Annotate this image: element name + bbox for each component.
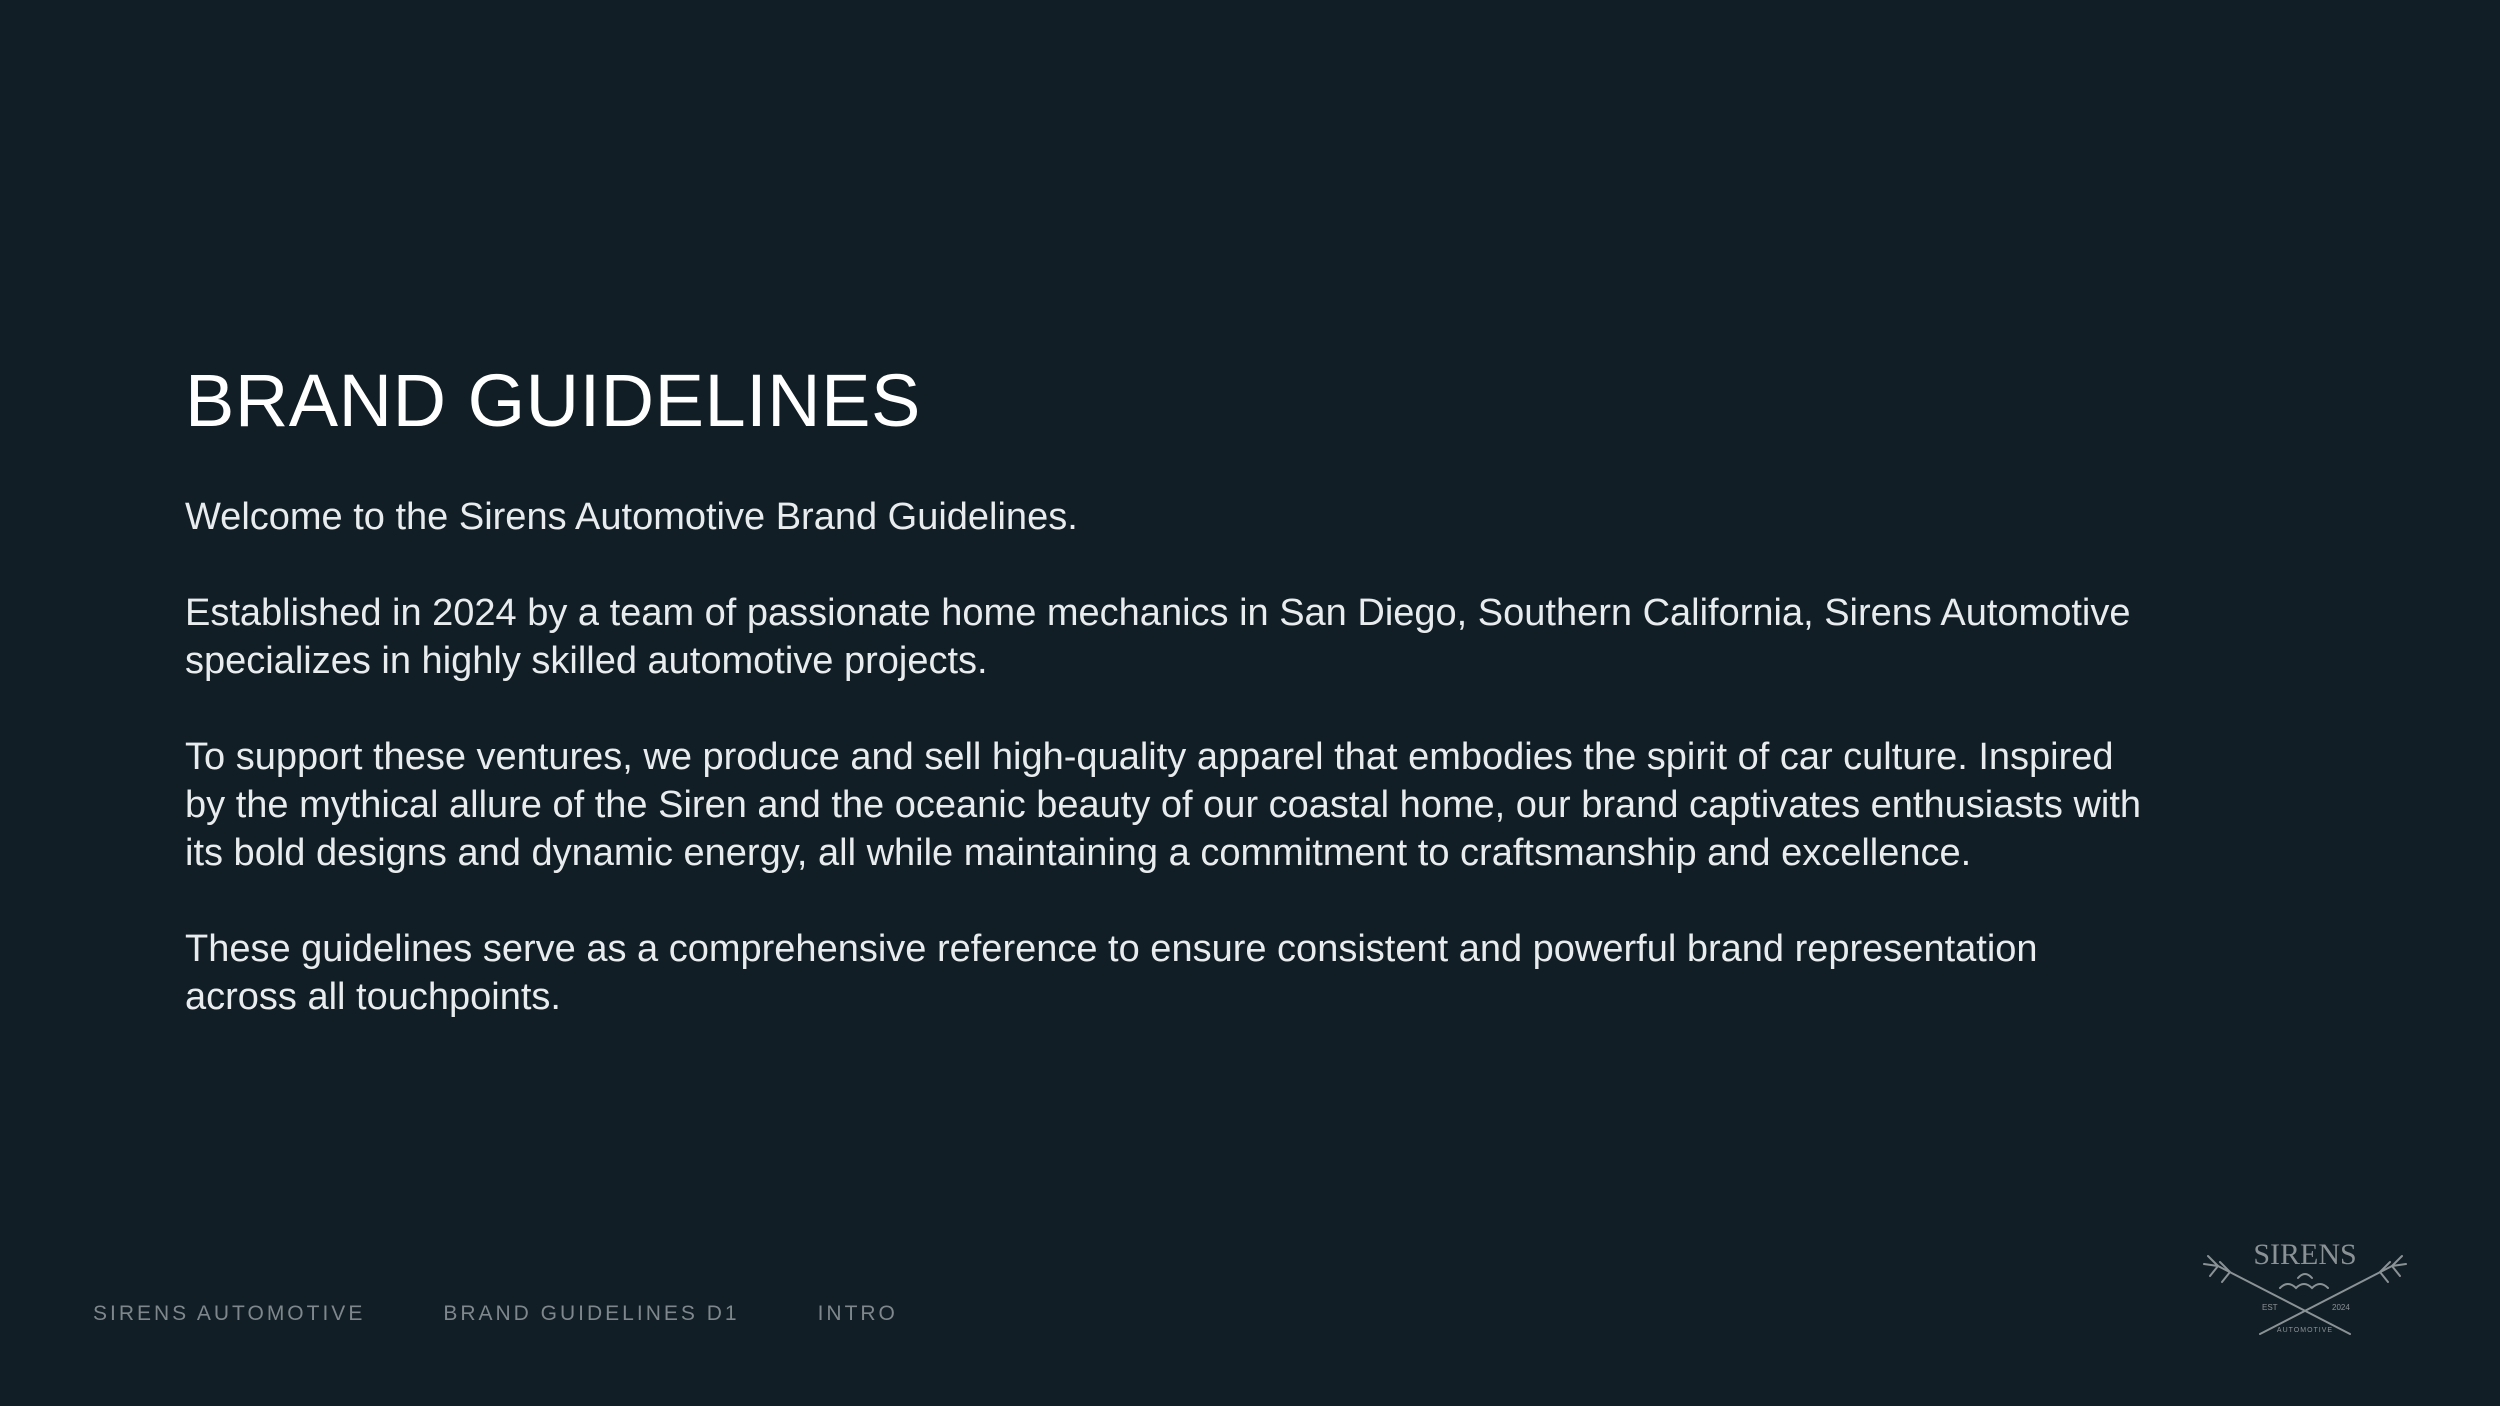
footer-company: SIRENS AUTOMOTIVE [93,1302,366,1325]
footer [93,1302,976,1326]
footer-section: INTRO [817,1302,898,1325]
paragraph-apparel: To support these ventures, we produce and sell high-quality apparel that embodies the spirit of car culture. Inspired by the mythical allure of the Siren and the oceanic beauty of our coastal home, our brand captivates enthusiasts with its bold designs and dynamic energy, all while maintaining a commitment to craftsmanship and excellence. [185,736,2142,875]
logo-wordmark: SIRENS [2253,1238,2357,1271]
page-title: BRAND GUIDELINES [185,359,921,442]
slide-content [185,360,2265,1069]
trident-head-right [2392,1256,2406,1276]
paragraph-welcome: Welcome to the Sirens Automotive Brand Guidelines. [185,496,1078,539]
trident-shaft-left [2218,1266,2350,1334]
logo-est: EST [2262,1303,2278,1312]
sirens-logo-icon [2200,1236,2410,1342]
paragraph-purpose: These guidelines serve as a comprehensive reference to ensure consistent and powerful brand representation across all touchpoints. [185,928,2038,1019]
logo-year: 2024 [2332,1303,2350,1312]
trident-shaft-right [2260,1266,2392,1334]
intro-body [185,493,2265,1021]
logo-subtitle: AUTOMOTIVE [2276,1327,2334,1334]
trident-head-left [2204,1256,2218,1276]
paragraph-established: Established in 2024 by a team of passionate home mechanics in San Diego, Southern California, Sirens Automotive specializes in highly skilled automotive projects. [185,592,2131,683]
wave-mark [2280,1284,2328,1288]
siren-tail-mark [2298,1274,2312,1278]
footer-document: BRAND GUIDELINES D1 [443,1302,740,1325]
